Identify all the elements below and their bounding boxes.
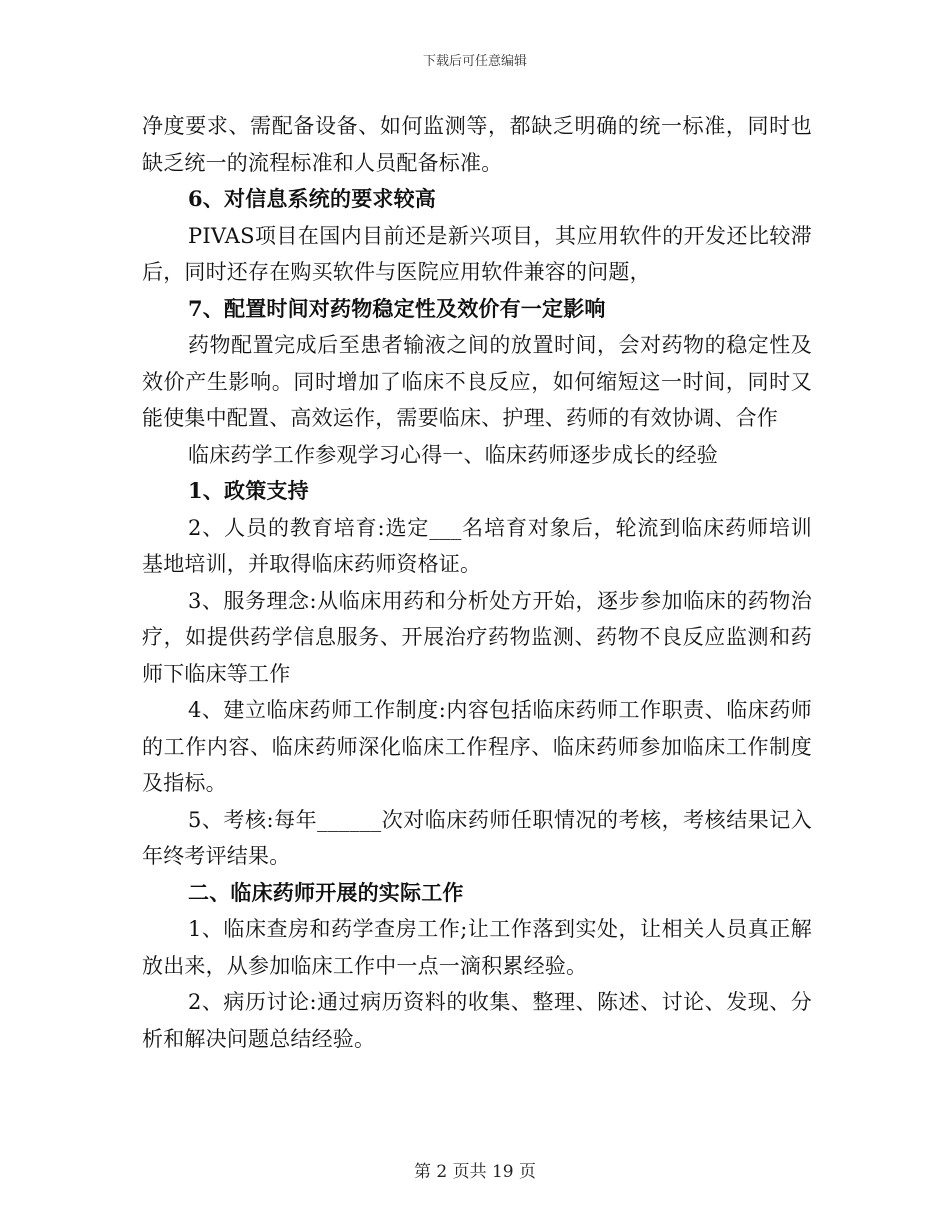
- paragraph: 4、建立临床药师工作制度:内容包括临床药师工作职责、临床药师的工作内容、临床药师深化临床工作程序、临床药师参加临床工作制度及指标。: [142, 698, 812, 795]
- paragraph: 2、人员的教育培育:选定___名培育对象后，轮流到临床药师培训基地培训，并取得临床药师资格证。: [142, 515, 812, 576]
- paragraph: 净度要求、需配备设备、如何监测等，都缺乏明确的统一标准，同时也缺乏统一的流程标准和人员配备标准。: [142, 114, 812, 175]
- page-footer: 第 2 页共 19 页: [413, 1162, 537, 1182]
- paragraph: PIVAS项目在国内目前还是新兴项目，其应用软件的开发还比较滞后，同时还存在购买软件与医院应用软件兼容的问题，: [142, 223, 812, 284]
- section-heading: 7、配置时间对药物稳定性及效价有一定影响: [188, 295, 606, 321]
- section-heading: 6、对信息系统的要求较高: [188, 186, 437, 211]
- paragraph: 5、考核:每年______次对临床药师任职情况的考核，考核结果记入年终考评结果。: [142, 807, 812, 868]
- page-header: 下载后可任意编辑: [422, 54, 527, 69]
- section-heading: 二、临床药师开展的实际工作: [188, 879, 464, 905]
- paragraph: 2、病历讨论:通过病历资料的收集、整理、陈述、讨论、发现、分析和解决问题总结经验。: [142, 990, 812, 1051]
- section-heading: 1、政策支持: [188, 478, 309, 503]
- paragraph: 3、服务理念:从临床用药和分析处方开始，逐步参加临床的药物治疗，如提供药学信息服务、开展治疗药物监测、药物不良反应监测和药师下临床等工作: [142, 588, 812, 686]
- document-body: [142, 108, 812, 1057]
- paragraph: 药物配置完成后至患者输液之间的放置时间，会对药物的稳定性及效价产生影响。同时增加了临床不良反应，如何缩短这一时间，同时又能使集中配置、高效运作，需要临床、护理、药师的有效协调、合作: [142, 333, 812, 430]
- paragraph: 临床药学工作参观学习心得一、临床药师逐步成长的经验: [188, 442, 718, 467]
- paragraph: 1、临床查房和药学查房工作;让工作落到实处，让相关人员真正解放出来，从参加临床工作中一点一滴积累经验。: [142, 917, 812, 978]
